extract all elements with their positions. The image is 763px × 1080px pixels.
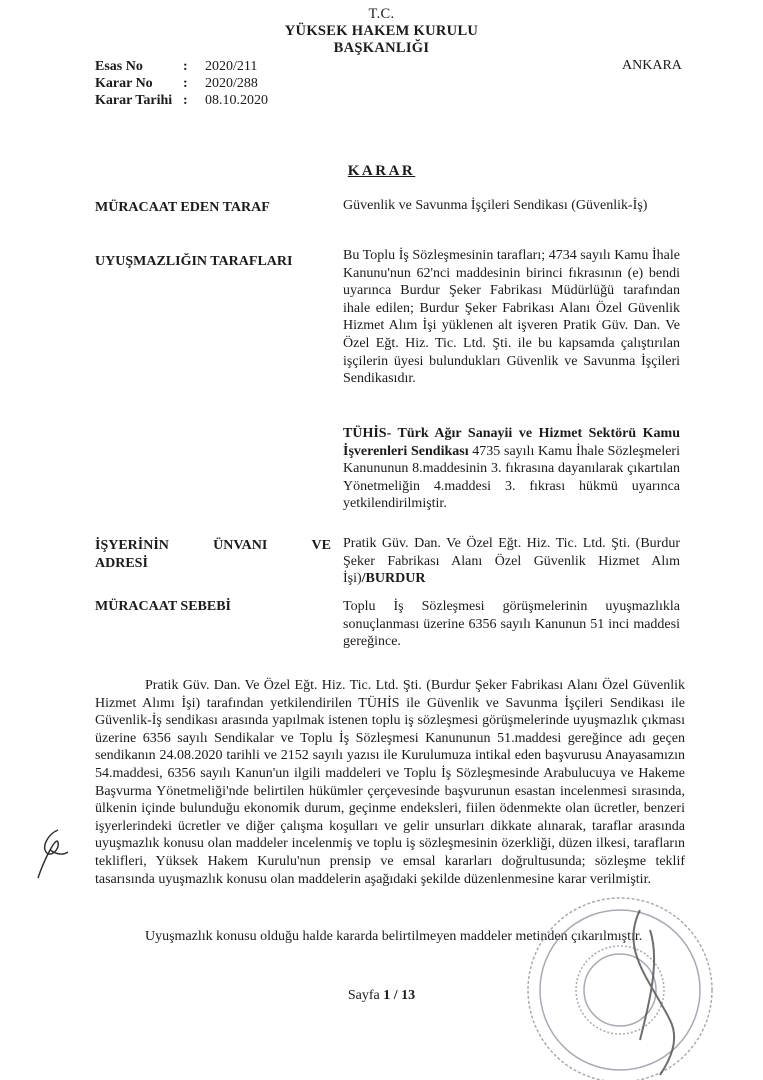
tarih-label: Karar Tarihi	[95, 93, 173, 108]
case-row-esas	[95, 58, 268, 75]
page-number-label: Sayfa	[347, 988, 380, 1003]
page-number-value: 1 / 13	[383, 988, 416, 1003]
case-row-tarih	[95, 92, 268, 109]
workplace-label-word2: ÜNVANI	[213, 538, 268, 553]
reason-label: MÜRACAAT SEBEBİ	[95, 599, 232, 614]
parties-authorization-rest: 4735 sayılı Kamu İhale Sözleşmeleri Kanununun 8.maddesinin 3. fıkrasına dayanılarak çıkartılan Yönetmeliğin 4.maddesi 3. fıkrası hükmü uyarınca yetkilendirilmiştir.	[343, 443, 680, 512]
karar-value: 2020/288	[205, 76, 258, 91]
header-department: BAŞKANLIĞI	[333, 40, 430, 56]
header-country: T.C.	[368, 6, 395, 22]
esas-label: Esas No	[95, 59, 143, 74]
case-info	[95, 58, 268, 109]
body-paragraph-1: Pratik Güv. Dan. Ve Özel Eğt. Hiz. Tic. Ltd. Şti. (Burdur Şeker Fabrikası Alanı Özel Güvenlik Hizmet Alımı İşi) tarafından yetkilendirilen TÜHİS ile Güvenlik ve Savunma İşçileri Sendikası ile Güvenlik-İş sendikası arasında yapılmak istenen toplu iş sözleşmesi görüşmelerinde uyuşmazlık çıkması üzerine 6356 sayılı Sendikalar ve Toplu İş Sözleşmesi Kanununun 51.maddesi gereğince adı geçen sendikanın 24.08.2020 tarihli ve 2152 sayılı yazısı ile Kurulumuza intikal eden başvurusu Anayasamızın 54.maddesi, 6356 sayılı Kanun'un ilgili maddeleri ve Toplu İş Sözleşmesinde Arabulucuya ve Hakeme Başvurma Yönetmeliği'nde belirtilen hükümler çerçevesinde başvurunun esastan incelenmesi sırasında, ülkenin içinde bulunduğu ekonomik durum, geçinme endeksleri, fiilen ödenmekte olan ücretler, benzeri işyerlerindeki ücretler ve diğer çalışma koşulları ve gelir unsurları dikkate alınarak, taraflar arasında uyuşmazlık konusu olan maddeler incelenmiş ve toplu iş sözleşmesinin özerkliği, düzen ilkesi, tarafların teklifleri, Yüksek Hakem Kurulu'nun prensip ve emsal kararları doğrultusunda; sözleşme teklif tasarısında uyuşmazlık konusu olan maddelerin aşağıdaki şekilde düzenlenmesine karar verilmiştir.	[95, 678, 685, 887]
workplace-name: Pratik Güv. Dan. Ve Özel Eğt. Hiz. Tic. Ltd. Şti. (Burdur Şeker Fabrikası Alanı Özel Güvenlik Hizmet Alım İşi)	[343, 536, 680, 587]
karar-label: Karar No	[95, 76, 153, 91]
tarih-colon: :	[183, 93, 188, 108]
workplace-label-word4: ADRESİ	[95, 556, 148, 571]
parties-text: Bu Toplu İş Sözleşmesinin tarafları; 4734 sayılı Kamu İhale Kanunu'nun 62'nci maddesinin birinci fıkrasının (e) bendi uyarınca Burdur Şeker Fabrikası Müdürlüğü tarafından ihale edilen; Burdur Şeker Fabrikası Alanı Özel Güvenlik Hizmet Alım İşi yüklenen alt işveren Pratik Güv. Dan. Ve Özel Eğt. Hiz. Tic. Ltd. Şti. ile bu kapsamda çalıştırılan işçilerin üyesi bulundukları Güvenlik ve Savunma İşçileri Sendikasıdır.	[343, 248, 680, 387]
parties-label: UYUŞMAZLIĞIN TARAFLARI	[95, 254, 293, 269]
header-institution: YÜKSEK HAKEM KURULU	[284, 23, 479, 39]
esas-value: 2020/211	[205, 59, 258, 74]
workplace-city: /BURDUR	[361, 571, 426, 587]
case-row-karar	[95, 75, 268, 92]
official-seal	[500, 870, 763, 1080]
applicant-label: MÜRACAAT EDEN TARAF	[95, 200, 270, 215]
document-title: KARAR	[347, 163, 416, 179]
workplace-label-word1: İŞYERİNİN	[95, 538, 169, 553]
parties-text-authorization	[343, 425, 680, 513]
karar-colon: :	[183, 76, 188, 91]
workplace-label-row	[95, 537, 331, 555]
workplace-label-word3: VE	[311, 538, 331, 553]
applicant-text: Güvenlik ve Savunma İşçileri Sendikası (Güvenlik-İş)	[343, 198, 648, 213]
document-header	[0, 6, 763, 57]
city: ANKARA	[622, 58, 682, 73]
parties-employer-union: TÜHİS- Türk Ağır Sanayii ve Hizmet Sektörü Kamu İşverenleri Sendikası	[343, 426, 680, 459]
workplace-label	[95, 537, 331, 573]
body-paragraph-2: Uyuşmazlık konusu olduğu halde kararda belirtilmeyen maddeler metinden çıkarılmıştır.	[145, 929, 643, 944]
workplace-text	[343, 535, 680, 588]
tarih-value: 08.10.2020	[205, 93, 268, 108]
initials-signature	[20, 820, 80, 890]
esas-colon: :	[183, 59, 188, 74]
reason-text: Toplu İş Sözleşmesi görüşmelerinin uyuşmazlıkla sonuçlanması üzerine 6356 sayılı Kanunun 51 inci maddesi gereğince.	[343, 599, 680, 650]
